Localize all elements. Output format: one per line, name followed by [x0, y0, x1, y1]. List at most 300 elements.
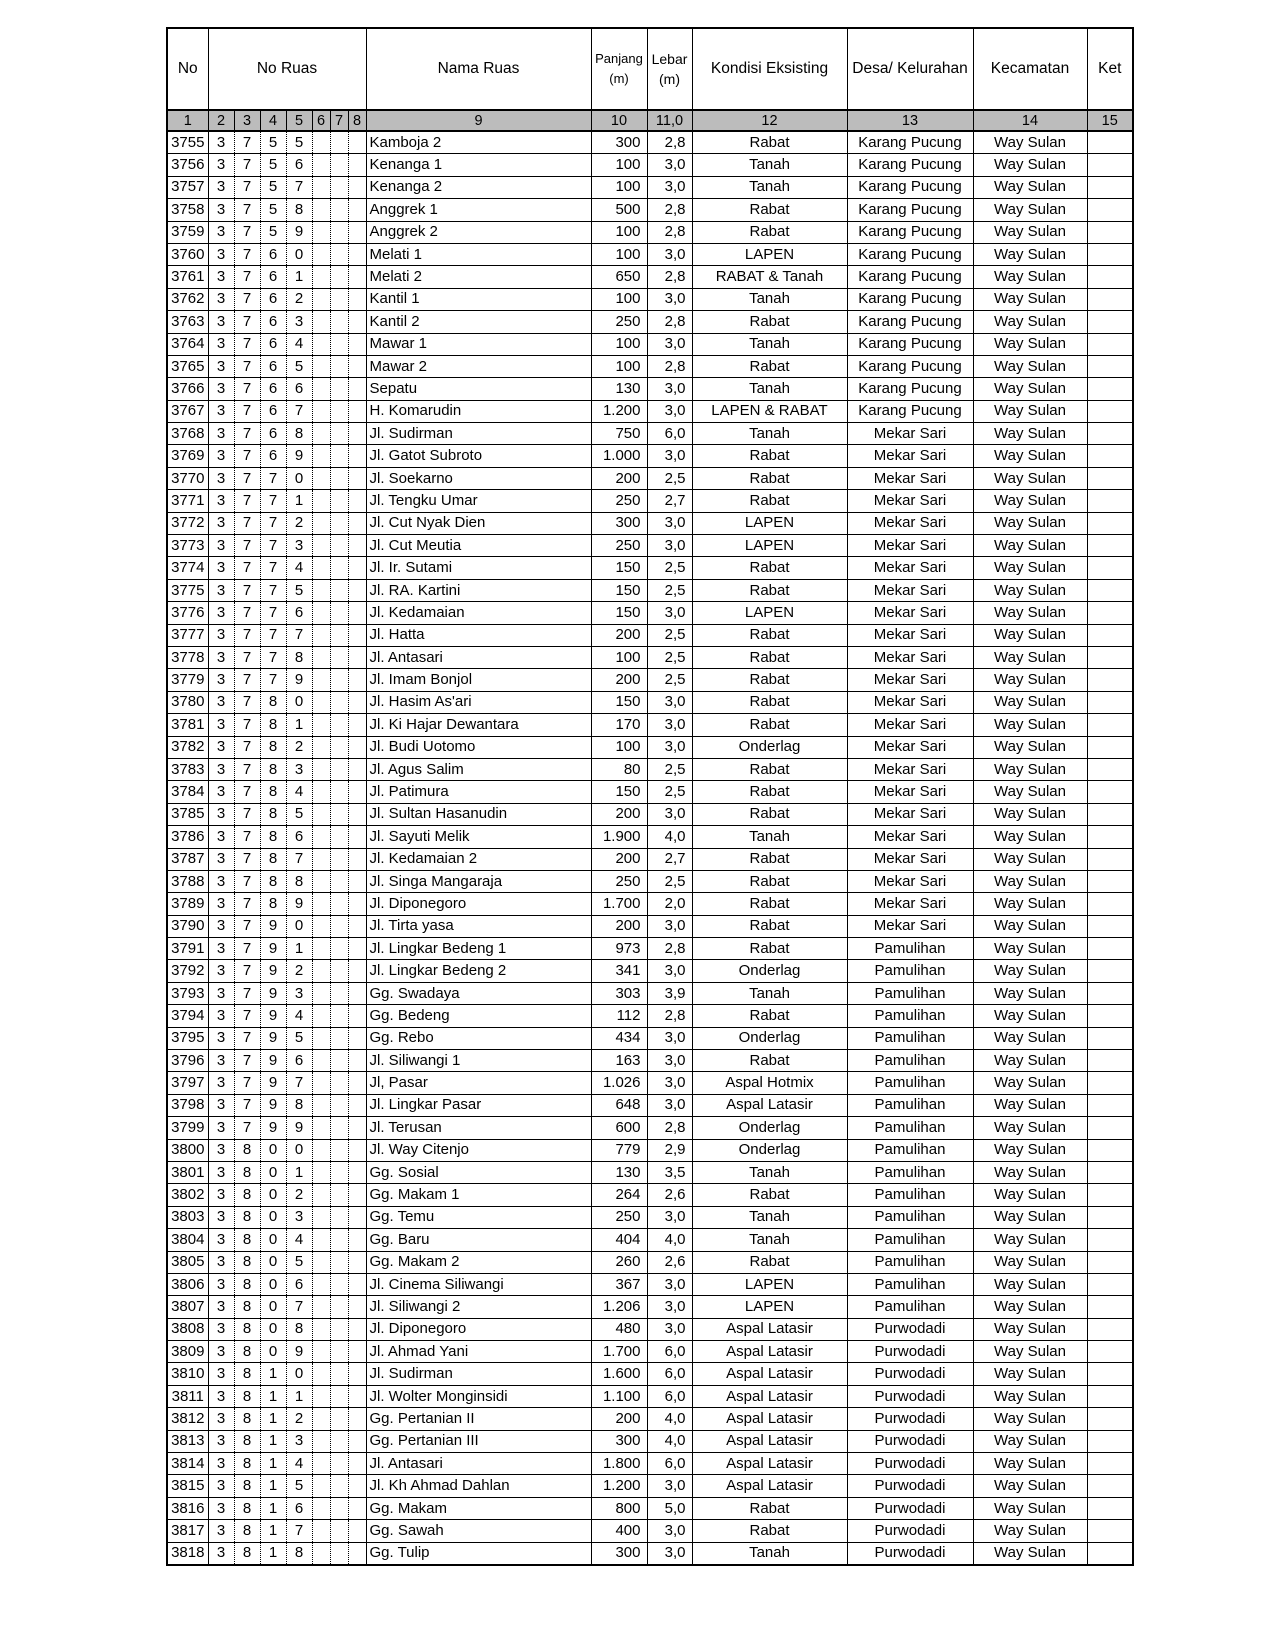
cell-ruas-digit: 6 — [286, 1050, 312, 1072]
cell-kecamatan: Way Sulan — [973, 1184, 1087, 1206]
cell-ruas-digit — [312, 1430, 330, 1452]
cell-ruas-digit: 1 — [260, 1453, 286, 1475]
cell-desa: Purwodadi — [847, 1363, 973, 1385]
cell-kondisi: Onderlag — [692, 736, 847, 758]
cell-ruas-digit — [330, 1161, 348, 1183]
cell-kecamatan: Way Sulan — [973, 1430, 1087, 1452]
cell-no: 3759 — [167, 221, 208, 243]
cell-ruas-digit: 1 — [286, 1385, 312, 1407]
cell-ruas-digit: 7 — [234, 646, 260, 668]
cell-ruas-digit: 1 — [286, 266, 312, 288]
cell-desa: Pamulihan — [847, 938, 973, 960]
cell-ruas-digit: 9 — [286, 221, 312, 243]
cell-nama-ruas: Jl. Tengku Umar — [366, 490, 591, 512]
cell-ruas-digit — [312, 1050, 330, 1072]
cell-ruas-digit — [330, 1184, 348, 1206]
cell-ruas-digit — [330, 557, 348, 579]
cell-ruas-digit — [330, 131, 348, 154]
cell-ruas-digit: 3 — [208, 1072, 234, 1094]
cell-kondisi: Rabat — [692, 691, 847, 713]
cell-ruas-digit — [348, 1050, 366, 1072]
cell-ruas-digit — [330, 1117, 348, 1139]
cell-ruas-digit: 8 — [286, 199, 312, 221]
cell-ruas-digit — [312, 400, 330, 422]
cell-ruas-digit: 8 — [234, 1184, 260, 1206]
cell-lebar: 3,0 — [647, 243, 692, 265]
cell-ruas-digit: 0 — [260, 1296, 286, 1318]
cell-ruas-digit — [312, 1296, 330, 1318]
cell-ruas-digit — [348, 131, 366, 154]
cell-ruas-digit: 8 — [286, 1094, 312, 1116]
cell-ruas-digit — [348, 736, 366, 758]
header-no-ruas: No Ruas — [208, 28, 366, 110]
cell-ket — [1087, 736, 1133, 758]
cell-kondisi: LAPEN & RABAT — [692, 400, 847, 422]
cell-ket — [1087, 1206, 1133, 1228]
cell-no: 3764 — [167, 333, 208, 355]
cell-ruas-digit — [312, 445, 330, 467]
cell-kondisi: Aspal Latasir — [692, 1094, 847, 1116]
table-row — [167, 579, 1133, 601]
cell-ruas-digit: 5 — [286, 131, 312, 154]
cell-ruas-digit: 3 — [208, 781, 234, 803]
table-row — [167, 1453, 1133, 1475]
cell-ruas-digit: 7 — [234, 557, 260, 579]
cell-lebar: 2,8 — [647, 1005, 692, 1027]
cell-ruas-digit: 6 — [286, 154, 312, 176]
cell-panjang: 300 — [591, 1542, 647, 1565]
cell-ruas-digit: 3 — [208, 1296, 234, 1318]
cell-nama-ruas: Jl. Sudirman — [366, 423, 591, 445]
cell-panjang: 1.700 — [591, 893, 647, 915]
cell-no: 3763 — [167, 311, 208, 333]
cell-nama-ruas: Jl. Lingkar Bedeng 2 — [366, 960, 591, 982]
cell-desa: Karang Pucung — [847, 288, 973, 310]
table-row — [167, 602, 1133, 624]
cell-ruas-digit: 3 — [208, 1273, 234, 1295]
cell-kecamatan: Way Sulan — [973, 803, 1087, 825]
cell-ruas-digit: 3 — [208, 1139, 234, 1161]
table-row — [167, 1117, 1133, 1139]
cell-no: 3784 — [167, 781, 208, 803]
cell-ruas-digit: 3 — [208, 938, 234, 960]
cell-kecamatan: Way Sulan — [973, 1341, 1087, 1363]
cell-ruas-digit: 0 — [286, 467, 312, 489]
cell-desa: Mekar Sari — [847, 893, 973, 915]
cell-desa: Mekar Sari — [847, 467, 973, 489]
cell-ruas-digit — [348, 199, 366, 221]
cell-ruas-digit: 6 — [260, 288, 286, 310]
cell-desa: Pamulihan — [847, 1027, 973, 1049]
cell-ruas-digit: 3 — [208, 1050, 234, 1072]
cell-ruas-digit — [348, 803, 366, 825]
cell-ruas-digit: 9 — [286, 1341, 312, 1363]
cell-ruas-digit: 7 — [260, 602, 286, 624]
cell-ruas-digit — [312, 1005, 330, 1027]
table-row — [167, 803, 1133, 825]
cell-ruas-digit — [348, 1139, 366, 1161]
cell-ruas-digit — [330, 1520, 348, 1542]
cell-kecamatan: Way Sulan — [973, 579, 1087, 601]
cell-kecamatan: Way Sulan — [973, 266, 1087, 288]
cell-ruas-digit: 3 — [208, 199, 234, 221]
cell-ruas-digit: 3 — [208, 355, 234, 377]
cell-ruas-digit: 8 — [286, 423, 312, 445]
cell-desa: Purwodadi — [847, 1408, 973, 1430]
cell-ruas-digit: 1 — [286, 1161, 312, 1183]
cell-ket — [1087, 781, 1133, 803]
cell-ruas-digit: 8 — [234, 1161, 260, 1183]
cell-ruas-digit: 3 — [286, 982, 312, 1004]
table-row — [167, 1027, 1133, 1049]
cell-nama-ruas: Gg. Makam — [366, 1497, 591, 1519]
cell-kecamatan: Way Sulan — [973, 445, 1087, 467]
cell-ruas-digit — [330, 1296, 348, 1318]
cell-ruas-digit: 7 — [234, 423, 260, 445]
cell-ruas-digit — [312, 960, 330, 982]
cell-ruas-digit: 7 — [286, 624, 312, 646]
cell-kecamatan: Way Sulan — [973, 1050, 1087, 1072]
cell-panjang: 200 — [591, 915, 647, 937]
header-nama-ruas: Nama Ruas — [366, 28, 591, 110]
cell-ket — [1087, 355, 1133, 377]
cell-no: 3767 — [167, 400, 208, 422]
cell-kondisi: Onderlag — [692, 1027, 847, 1049]
cell-no: 3809 — [167, 1341, 208, 1363]
cell-nama-ruas: Jl. Antasari — [366, 646, 591, 668]
cell-no: 3769 — [167, 445, 208, 467]
cell-kondisi: Tanah — [692, 333, 847, 355]
cell-lebar: 3,5 — [647, 1161, 692, 1183]
cell-ket — [1087, 176, 1133, 198]
table-row — [167, 1139, 1133, 1161]
cell-ruas-digit: 3 — [208, 1251, 234, 1273]
cell-ruas-digit: 0 — [286, 243, 312, 265]
cell-ruas-digit: 8 — [260, 714, 286, 736]
cell-no: 3795 — [167, 1027, 208, 1049]
cell-no: 3804 — [167, 1229, 208, 1251]
cell-ruas-digit: 9 — [286, 669, 312, 691]
cell-lebar: 2,8 — [647, 355, 692, 377]
cell-ket — [1087, 602, 1133, 624]
cell-desa: Pamulihan — [847, 1184, 973, 1206]
table-row — [167, 400, 1133, 422]
cell-ruas-digit: 8 — [260, 736, 286, 758]
cell-ruas-digit: 3 — [208, 1318, 234, 1340]
cell-ruas-digit: 5 — [260, 176, 286, 198]
cell-no: 3786 — [167, 826, 208, 848]
cell-ruas-digit — [312, 1363, 330, 1385]
cell-ruas-digit: 6 — [286, 1273, 312, 1295]
cell-ruas-digit — [348, 1251, 366, 1273]
cell-ruas-digit: 0 — [260, 1184, 286, 1206]
cell-desa: Karang Pucung — [847, 378, 973, 400]
cell-panjang: 100 — [591, 646, 647, 668]
cell-ruas-digit — [348, 154, 366, 176]
cell-desa: Karang Pucung — [847, 221, 973, 243]
cell-ruas-digit: 8 — [234, 1139, 260, 1161]
cell-ruas-digit: 3 — [286, 311, 312, 333]
cell-kecamatan: Way Sulan — [973, 1027, 1087, 1049]
cell-ruas-digit: 3 — [208, 288, 234, 310]
column-number-row — [167, 110, 1133, 131]
cell-ruas-digit: 0 — [260, 1161, 286, 1183]
cell-kondisi: Rabat — [692, 624, 847, 646]
cell-kecamatan: Way Sulan — [973, 199, 1087, 221]
cell-nama-ruas: Jl. Sudirman — [366, 1363, 591, 1385]
cell-no: 3765 — [167, 355, 208, 377]
cell-ruas-digit — [330, 445, 348, 467]
cell-ruas-digit: 1 — [260, 1475, 286, 1497]
cell-ruas-digit: 5 — [260, 221, 286, 243]
cell-ruas-digit: 9 — [260, 1050, 286, 1072]
cell-ruas-digit: 3 — [208, 579, 234, 601]
cell-nama-ruas: Jl. Hasim As'ari — [366, 691, 591, 713]
cell-ruas-digit: 1 — [286, 938, 312, 960]
cell-ruas-digit: 0 — [260, 1139, 286, 1161]
cell-ruas-digit — [330, 1050, 348, 1072]
cell-no: 3771 — [167, 490, 208, 512]
cell-ruas-digit: 3 — [286, 1430, 312, 1452]
cell-ruas-digit — [348, 243, 366, 265]
column-number: 4 — [260, 110, 286, 131]
cell-ruas-digit: 7 — [234, 266, 260, 288]
cell-ruas-digit: 3 — [208, 826, 234, 848]
cell-kondisi: Aspal Latasir — [692, 1430, 847, 1452]
cell-lebar: 3,0 — [647, 1520, 692, 1542]
cell-desa: Mekar Sari — [847, 714, 973, 736]
cell-ruas-digit: 4 — [286, 781, 312, 803]
cell-kecamatan: Way Sulan — [973, 893, 1087, 915]
cell-nama-ruas: Jl. Diponegoro — [366, 893, 591, 915]
cell-ruas-digit — [312, 154, 330, 176]
cell-no: 3802 — [167, 1184, 208, 1206]
cell-no: 3777 — [167, 624, 208, 646]
table-row — [167, 646, 1133, 668]
cell-panjang: 100 — [591, 288, 647, 310]
table-row — [167, 1161, 1133, 1183]
table-row — [167, 960, 1133, 982]
cell-kondisi: Aspal Hotmix — [692, 1072, 847, 1094]
cell-kecamatan: Way Sulan — [973, 826, 1087, 848]
column-number: 12 — [692, 110, 847, 131]
cell-panjang: 648 — [591, 1094, 647, 1116]
cell-lebar: 2,8 — [647, 199, 692, 221]
cell-nama-ruas: Gg. Tulip — [366, 1542, 591, 1565]
cell-no: 3773 — [167, 535, 208, 557]
cell-ruas-digit — [330, 893, 348, 915]
cell-ruas-digit — [330, 1408, 348, 1430]
cell-ruas-digit — [348, 1497, 366, 1519]
cell-nama-ruas: Jl. Siliwangi 1 — [366, 1050, 591, 1072]
cell-ruas-digit — [348, 781, 366, 803]
cell-no: 3817 — [167, 1520, 208, 1542]
cell-ruas-digit: 7 — [260, 535, 286, 557]
cell-ruas-digit: 7 — [234, 333, 260, 355]
cell-kondisi: Onderlag — [692, 1117, 847, 1139]
cell-no: 3793 — [167, 982, 208, 1004]
cell-ruas-digit: 8 — [260, 691, 286, 713]
cell-kondisi: Rabat — [692, 557, 847, 579]
cell-panjang: 130 — [591, 378, 647, 400]
cell-panjang: 100 — [591, 355, 647, 377]
cell-nama-ruas: Jl. Patimura — [366, 781, 591, 803]
cell-panjang: 130 — [591, 1161, 647, 1183]
cell-nama-ruas: Gg. Pertanian II — [366, 1408, 591, 1430]
cell-ruas-digit — [312, 646, 330, 668]
cell-desa: Mekar Sari — [847, 646, 973, 668]
cell-lebar: 3,0 — [647, 1027, 692, 1049]
cell-ruas-digit — [330, 311, 348, 333]
cell-nama-ruas: Jl. Diponegoro — [366, 1318, 591, 1340]
cell-nama-ruas: Mawar 1 — [366, 333, 591, 355]
cell-kecamatan: Way Sulan — [973, 557, 1087, 579]
cell-desa: Karang Pucung — [847, 400, 973, 422]
cell-nama-ruas: Jl. Lingkar Pasar — [366, 1094, 591, 1116]
cell-lebar: 2,5 — [647, 758, 692, 780]
cell-ket — [1087, 1385, 1133, 1407]
cell-no: 3807 — [167, 1296, 208, 1318]
cell-panjang: 264 — [591, 1184, 647, 1206]
cell-ruas-digit — [330, 736, 348, 758]
cell-ruas-digit: 7 — [286, 848, 312, 870]
cell-ruas-digit: 3 — [208, 243, 234, 265]
cell-ruas-digit — [348, 602, 366, 624]
cell-ruas-digit — [312, 758, 330, 780]
cell-ruas-digit: 6 — [260, 423, 286, 445]
cell-ruas-digit — [312, 624, 330, 646]
cell-panjang: 100 — [591, 221, 647, 243]
cell-ruas-digit — [330, 490, 348, 512]
cell-ruas-digit: 7 — [260, 557, 286, 579]
cell-lebar: 3,0 — [647, 535, 692, 557]
cell-lebar: 2,5 — [647, 781, 692, 803]
cell-kecamatan: Way Sulan — [973, 1251, 1087, 1273]
cell-ruas-digit — [312, 691, 330, 713]
cell-ruas-digit: 0 — [260, 1273, 286, 1295]
cell-ruas-digit — [348, 646, 366, 668]
cell-kondisi: Aspal Latasir — [692, 1363, 847, 1385]
cell-ruas-digit — [312, 1251, 330, 1273]
table-row — [167, 199, 1133, 221]
cell-ruas-digit: 7 — [234, 1050, 260, 1072]
cell-ruas-digit — [312, 266, 330, 288]
cell-panjang: 170 — [591, 714, 647, 736]
cell-ruas-digit: 5 — [260, 199, 286, 221]
cell-desa: Pamulihan — [847, 982, 973, 1004]
cell-panjang: 100 — [591, 333, 647, 355]
cell-panjang: 100 — [591, 736, 647, 758]
cell-ruas-digit: 2 — [286, 288, 312, 310]
cell-ruas-digit — [330, 982, 348, 1004]
cell-ruas-digit — [348, 311, 366, 333]
cell-kecamatan: Way Sulan — [973, 1497, 1087, 1519]
cell-ruas-digit — [312, 938, 330, 960]
cell-ruas-digit: 7 — [234, 1117, 260, 1139]
cell-nama-ruas: Gg. Makam 1 — [366, 1184, 591, 1206]
cell-ruas-digit: 3 — [208, 1520, 234, 1542]
cell-desa: Karang Pucung — [847, 311, 973, 333]
cell-ket — [1087, 445, 1133, 467]
cell-ruas-digit: 7 — [260, 512, 286, 534]
cell-ruas-digit: 7 — [234, 131, 260, 154]
cell-ruas-digit — [312, 1094, 330, 1116]
cell-ruas-digit: 7 — [234, 154, 260, 176]
cell-ruas-digit — [348, 1318, 366, 1340]
cell-lebar: 6,0 — [647, 1341, 692, 1363]
cell-desa: Pamulihan — [847, 1229, 973, 1251]
cell-ruas-digit — [312, 1475, 330, 1497]
cell-no: 3803 — [167, 1206, 208, 1228]
cell-no: 3792 — [167, 960, 208, 982]
cell-kondisi: Rabat — [692, 579, 847, 601]
cell-no: 3775 — [167, 579, 208, 601]
cell-ruas-digit — [348, 848, 366, 870]
cell-ket — [1087, 960, 1133, 982]
cell-kondisi: Rabat — [692, 355, 847, 377]
cell-ruas-digit — [348, 266, 366, 288]
column-number: 15 — [1087, 110, 1133, 131]
cell-panjang: 250 — [591, 870, 647, 892]
cell-ruas-digit — [312, 1273, 330, 1295]
cell-kondisi: LAPEN — [692, 512, 847, 534]
cell-ruas-digit: 3 — [208, 535, 234, 557]
cell-kecamatan: Way Sulan — [973, 1385, 1087, 1407]
cell-panjang: 80 — [591, 758, 647, 780]
cell-nama-ruas: Gg. Swadaya — [366, 982, 591, 1004]
cell-lebar: 3,0 — [647, 378, 692, 400]
table-row — [167, 982, 1133, 1004]
table-row — [167, 1184, 1133, 1206]
table-row — [167, 1251, 1133, 1273]
cell-desa: Pamulihan — [847, 1296, 973, 1318]
cell-kondisi: RABAT & Tanah — [692, 266, 847, 288]
column-number: 9 — [366, 110, 591, 131]
cell-ruas-digit: 6 — [260, 243, 286, 265]
cell-panjang: 100 — [591, 243, 647, 265]
cell-ruas-digit: 3 — [208, 870, 234, 892]
cell-panjang: 300 — [591, 1430, 647, 1452]
cell-lebar: 6,0 — [647, 423, 692, 445]
cell-lebar: 3,0 — [647, 736, 692, 758]
cell-ruas-digit: 7 — [234, 512, 260, 534]
cell-lebar: 3,0 — [647, 960, 692, 982]
cell-no: 3810 — [167, 1363, 208, 1385]
cell-desa: Mekar Sari — [847, 445, 973, 467]
cell-lebar: 3,0 — [647, 1318, 692, 1340]
table-row — [167, 378, 1133, 400]
cell-ket — [1087, 893, 1133, 915]
cell-ruas-digit — [330, 1005, 348, 1027]
cell-ket — [1087, 1542, 1133, 1565]
header-lebar: Lebar (m) — [647, 28, 692, 110]
cell-ket — [1087, 669, 1133, 691]
cell-desa: Pamulihan — [847, 1206, 973, 1228]
table-row — [167, 154, 1133, 176]
cell-ruas-digit — [348, 1229, 366, 1251]
cell-ruas-digit — [330, 243, 348, 265]
cell-no: 3801 — [167, 1161, 208, 1183]
cell-ruas-digit — [348, 1117, 366, 1139]
cell-panjang: 112 — [591, 1005, 647, 1027]
cell-desa: Purwodadi — [847, 1520, 973, 1542]
cell-ruas-digit — [348, 579, 366, 601]
cell-ruas-digit — [348, 1341, 366, 1363]
cell-kondisi: LAPEN — [692, 602, 847, 624]
cell-no: 3787 — [167, 848, 208, 870]
cell-kecamatan: Way Sulan — [973, 960, 1087, 982]
cell-desa: Mekar Sari — [847, 691, 973, 713]
